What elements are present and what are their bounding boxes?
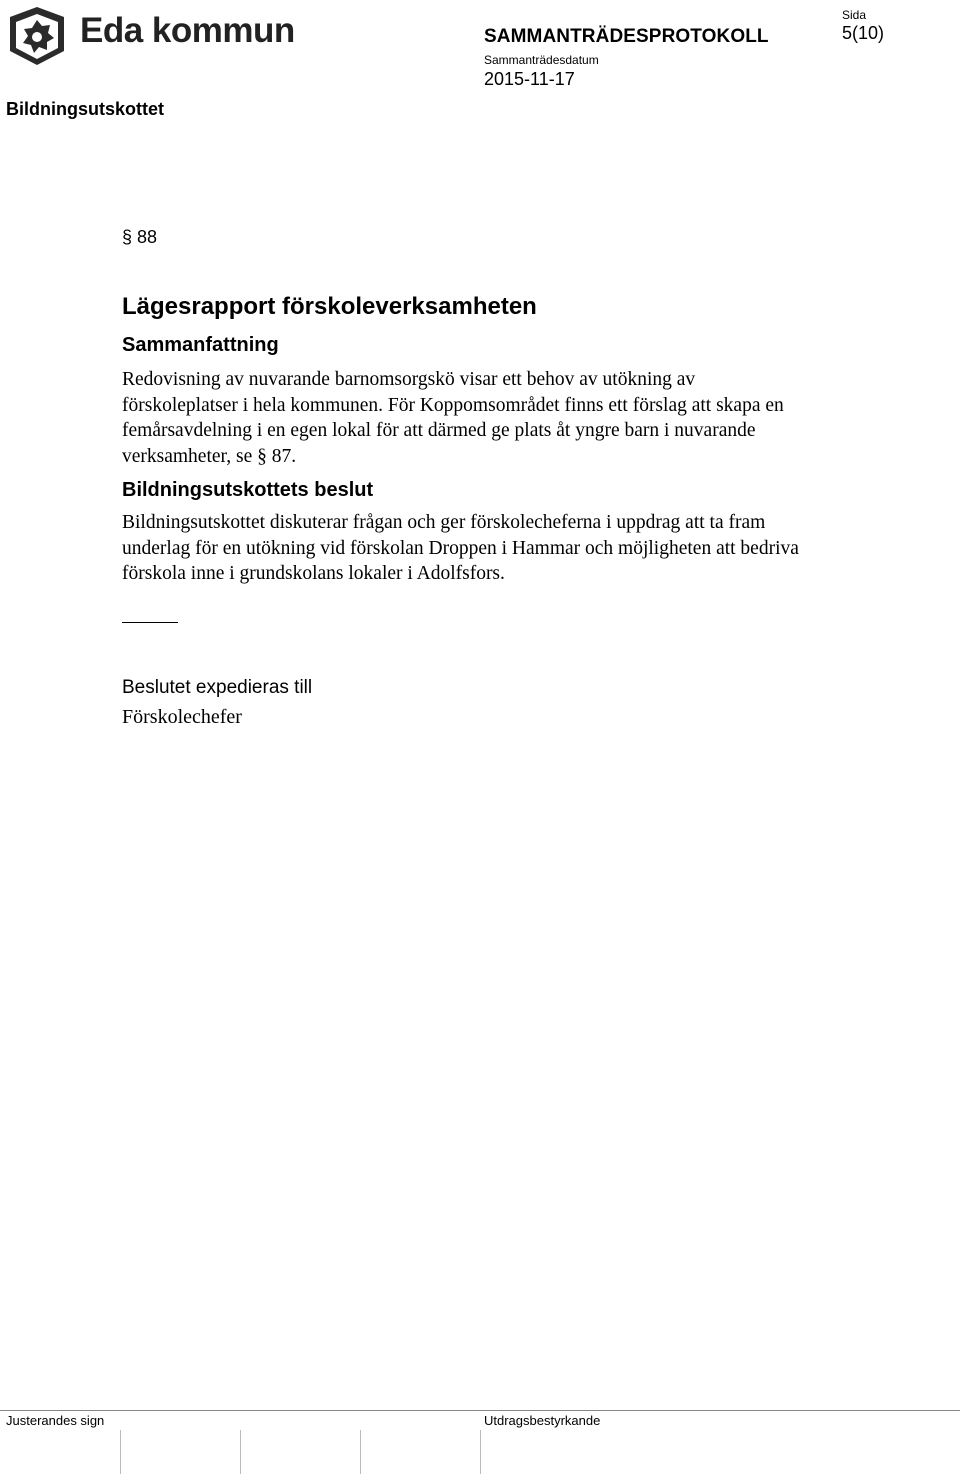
page-number: 5(10) (842, 23, 885, 43)
meeting-date-label: Sammanträdesdatum (484, 53, 599, 67)
signature-box (360, 1430, 361, 1474)
paragraph-number: § 88 (122, 227, 158, 247)
footer-divider (0, 1410, 960, 1411)
page-label: Sida (842, 8, 867, 22)
extract-certification-label: Utdragsbestyrkande (484, 1413, 601, 1428)
decision-text: Bildningsutskottet diskuterar frågan och ger förskolecheferna i uppdrag att ta fram underlag för en utökning vid förskolan Droppen i Hammar och möjligheten att bedriva förskola inne i grundskolans lokaler i Adolfsfors. (122, 512, 799, 584)
section-title: Lägesrapport förskoleverksamheten (122, 293, 537, 320)
signature-box (120, 1430, 121, 1474)
logo-text: Eda kommun (80, 11, 295, 50)
adjuster-signature-label: Justerandes sign (6, 1413, 105, 1428)
signature-box (240, 1430, 241, 1474)
committee-name: Bildningsutskottet (6, 99, 164, 119)
dispatch-recipient: Förskolechefer (122, 706, 242, 728)
municipal-crest-icon (6, 5, 68, 67)
municipality-logo (6, 5, 306, 67)
divider (122, 622, 178, 623)
decision-heading: Bildningsutskottets beslut (122, 479, 374, 501)
signature-box (480, 1430, 481, 1474)
meeting-date: 2015-11-17 (484, 69, 575, 89)
summary-text: Redovisning av nuvarande barnomsorgskö visar ett behov av utökning av förskoleplatser i hela kommunen. För Koppomsområdet finns ett förslag att skapa en femårsavdelning i en egen lokal för att därmed ge plats åt yngre barn i nuvarande verksamheter, se § 87. (122, 369, 784, 467)
summary-heading: Sammanfattning (122, 334, 279, 356)
dispatch-heading: Beslutet expedieras till (122, 677, 313, 698)
document-title: SAMMANTRÄDESPROTOKOLL (484, 26, 769, 47)
